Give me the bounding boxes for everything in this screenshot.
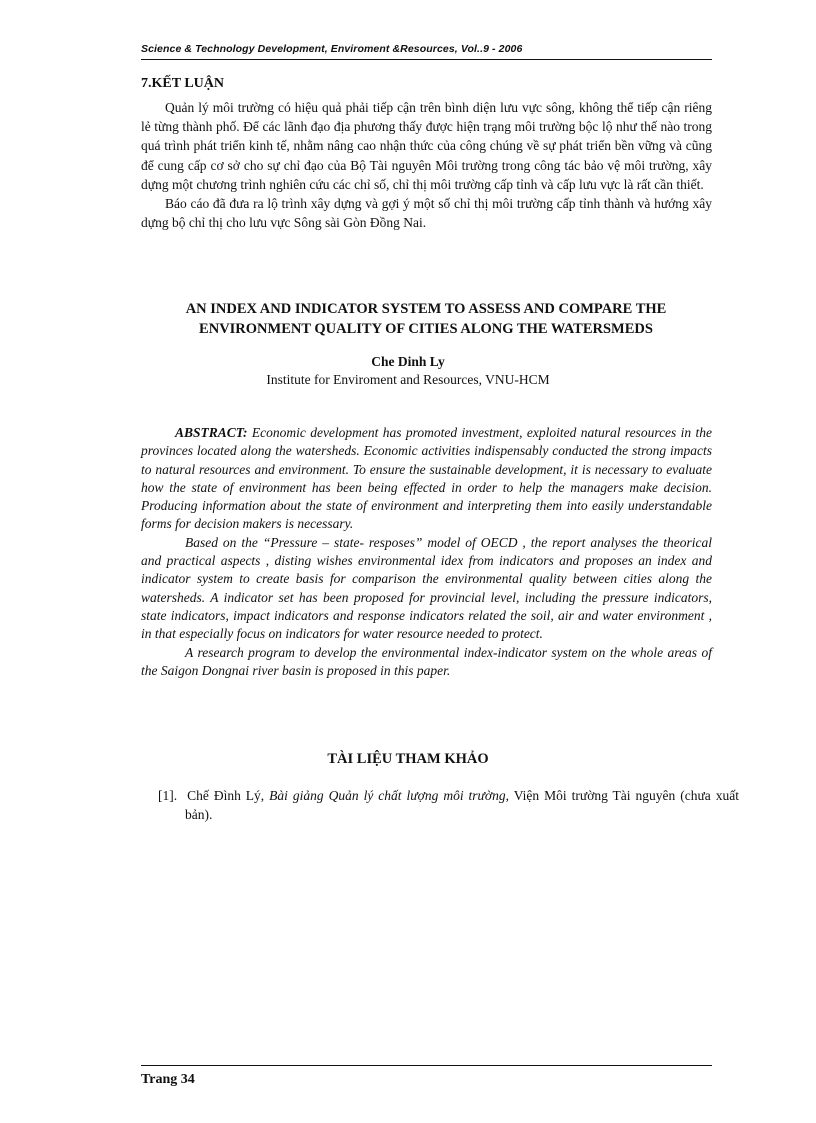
english-title xyxy=(120,299,732,339)
abstract-paragraph-1 xyxy=(141,424,712,534)
reference-number: [1]. xyxy=(158,788,178,803)
reference-author: Chế Đình Lý, xyxy=(187,788,265,803)
author-affiliation: Institute for Enviroment and Resources, VNU-HCM xyxy=(266,372,550,387)
page-number: Trang 34 xyxy=(141,1072,195,1087)
reference-title: Bài giảng Quản lý chất lượng môi trường xyxy=(269,788,506,803)
references-heading: TÀI LIỆU THAM KHẢO xyxy=(327,751,489,767)
author-name: Che Dinh Ly xyxy=(371,354,445,369)
abstract-text-1: Economic development has promoted investment, exploited natural resources in the provinces located along the watersheds. Economic activities indispensably conducted the strong impacts to natural resources and environment. To ensure the sustainable development, it is necessary to evaluate how the state of environment has been being effected in order to help the managers make decision. Producing information about the state of environment and interpreting them into easily understandable forms for decision makers is necessary. xyxy=(141,425,712,532)
abstract-paragraph-3: A research program to develop the environmental index-indicator system on the whole areas of the Saigon Dongnai river basin is proposed in this paper. xyxy=(141,644,712,678)
footer-rule xyxy=(141,1065,712,1066)
english-title-line-1: AN INDEX AND INDICATOR SYSTEM TO ASSESS AND COMPARE THE xyxy=(185,301,667,317)
reference-item xyxy=(158,786,739,824)
running-header: Science & Technology Development, Enviroment &Resources, Vol..9 - 2006 xyxy=(141,43,523,55)
conclusion-body xyxy=(141,98,712,232)
header-rule xyxy=(141,59,712,60)
english-title-line-2: ENVIRONMENT QUALITY OF CITIES ALONG THE WATERSMEDS xyxy=(199,321,653,337)
reference-publisher: , Viện Môi trường Tài nguyên (chưa xuất bản). xyxy=(185,788,740,822)
abstract-paragraph-2: Based on the “Pressure – state- resposes” model of OECD , the report analyses the theorical and practical aspects , disting wishes environmental idex from indicators and proposes an index and indicator system to create basis for comparison the environmental quality between cities along the watersheds. A indicator set has been proposed for provincial level, including the pressure indicators, state indicators, impact indicators and response indicators related the soil, air and water environment , in that especially focus on indicators for water resource needed to protect. xyxy=(141,534,712,642)
conclusion-heading: 7.KẾT LUẬN xyxy=(141,76,224,91)
abstract-label: ABSTRACT: xyxy=(175,425,248,440)
conclusion-paragraph-1: Quản lý môi trường có hiệu quả phải tiếp cận trên bình diện lưu vực sông, không thể tiếp cận riêng lẻ từng thành phố. Để các lãnh đạo địa phương thấy được hiện trạng môi trường bộc lộ như thế nào trong quá trình phát triển kinh tế, nhằm nâng cao nhận thức của công chúng về sự phát triển bền vững và cũng để cung cấp cơ sở cho sự chỉ đạo của Bộ Tài nguyên Môi trường trong công tác bảo vệ môi trường, xây dựng một chương trình nghiên cứu các chỉ số, chỉ thị môi trường cấp tỉnh và cấp lưu vực là rất cần thiết. xyxy=(141,100,712,192)
abstract-body xyxy=(141,424,712,680)
conclusion-paragraph-2: Báo cáo đã đưa ra lộ trình xây dựng và gợi ý một số chỉ thị môi trường cấp tỉnh thành và hướng xây dựng bộ chỉ thị cho lưu vực Sông sài Gòn Đồng Nai. xyxy=(141,196,712,231)
